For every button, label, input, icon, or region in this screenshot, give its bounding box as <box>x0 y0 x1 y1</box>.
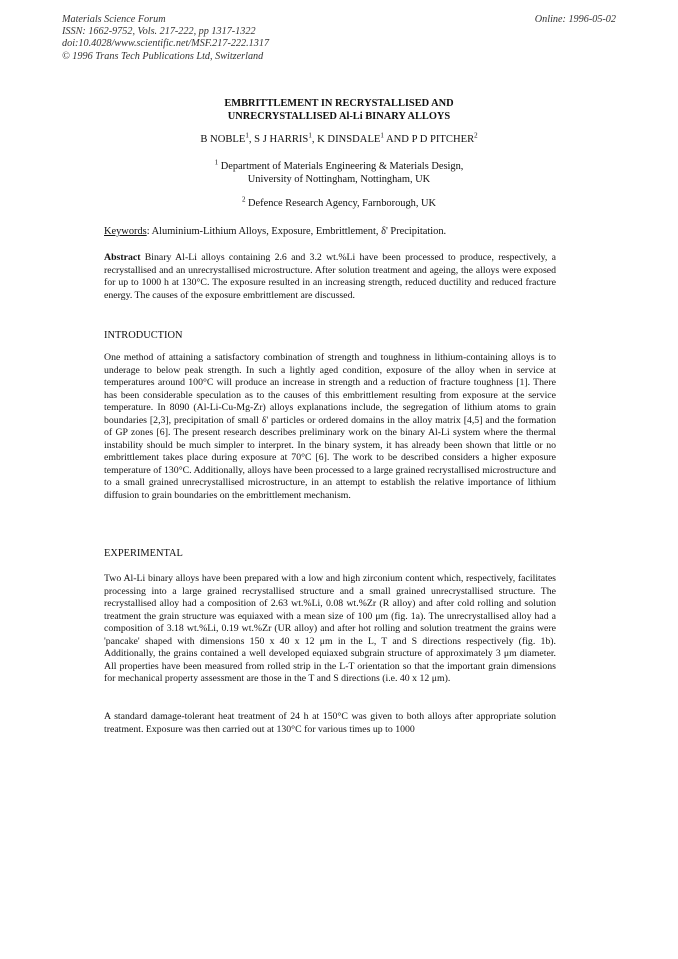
author-3-affil-mark: 1 <box>380 131 384 140</box>
keywords-label: Keywords <box>104 226 147 237</box>
abstract-text: Binary Al-Li alloys containing 2.6 and 3.2 wt.%Li have been processed to produce, respectively, a recrystallised and an unrecrystallised microstructure. After solution treatment and ageing, the alloys were exposed for up to 1000 h at 130°C. The exposure resulted in an increasing strength, reduced ductility and reduced fracture energy. The causes of the exposure embrittlement are discussed. <box>104 252 556 301</box>
doi-link[interactable]: doi:10.4028/www.scientific.net/MSF.217-222.1317 <box>62 38 270 50</box>
affiliation-2-line-1: Defence Research Agency, Farnborough, UK <box>245 198 437 209</box>
affiliation-2-mark: 2 <box>241 195 246 204</box>
introduction-paragraph: One method of attaining a satisfactory combination of strength and toughness in lithium-containing alloys is to underage to below peak strength. In such a lightly aged condition, exposure of the alloy when in service at temperatures around 100°C will produce an increase in strength and a reduction of fracture toughness [1]. There has been considerable speculation as to the causes of this embrittlement resulting from exposure at the service temperature. In 8090 (Al-Li-Cu-Mg-Zr) alloys explanations include, the segregation of lithium atoms to grain boundaries [2,3], precipitation of small δ' particles or ordered domains in the alloy matrix [4,5] and the formation of GP zones [6]. The present research describes preliminary work on the binary Al-Li system where the thermal instability should be much simpler to interpret. In the binary system, it has already been shown that little or no embrittlement takes place during exposure at 70°C [6]. The work to be described considers a higher exposure temperature of 130°C. Additionally, alloys have been processed to a large grained recrystallised microstructure and to a small grained unrecrystallised microstructure, in an attempt to establish the relative importance of lithium diffusion to grain boundaries on the embrittlement mechanism. <box>104 352 556 502</box>
affiliation-2 <box>0 197 678 210</box>
experimental-heading: EXPERIMENTAL <box>104 548 183 559</box>
author-4: P D PITCHER <box>411 134 475 145</box>
keywords-text: : Aluminium-Lithium Alloys, Exposure, Embrittlement, δ' Precipitation. <box>146 226 447 237</box>
affiliation-1-line-1: Department of Materials Engineering & Materials Design, <box>218 161 464 172</box>
online-date: Online: 1996-05-02 <box>534 14 616 25</box>
author-2-affil-mark: 1 <box>308 131 312 140</box>
experimental-paragraph: Two Al-Li binary alloys have been prepared with a low and high zirconium content which, respectively, facilitates processing into a large grained recrystallised structure and a small grained unrecrystallised structure. The recrystallised alloy had a composition of 2.63 wt.%Li, 0.08 wt.%Zr (R alloy) and after cold rolling and solution treatment the grain structure was equiaxed with a mean size of 100 μm (fig. 1a). The unrecrystallised alloy had a composition of 3.18 wt.%Li, 0.19 wt.%Zr (UR alloy) and after hot rolling and solution treatment the grains were 'pancake' shaped with dimensions 150 x 40 x 12 μm in the L, T and S directions respectively (fig. 1b). Additionally, the grains contained a well developed equiaxed subgrain structure of approximately 3 μm diameter. All properties have been measured from rolled strip in the L-T orientation so that the important grain dimensions for mechanical property assessment are those in the T and S directions (i.e. 40 x 12 μm). <box>104 573 556 685</box>
affiliation-1 <box>0 160 678 186</box>
affiliation-1-line-2: University of Nottingham, Nottingham, UK <box>247 174 431 185</box>
journal-name: Materials Science Forum <box>62 14 166 25</box>
copyright-line: © 1996 Trans Tech Publications Ltd, Switzerland <box>62 50 264 62</box>
paper-title <box>0 98 678 124</box>
author-separator: , <box>311 134 318 145</box>
author-list <box>0 131 678 145</box>
issn-line: ISSN: 1662-9752, Vols. 217-222, pp 1317-1322 <box>62 26 256 38</box>
affiliation-1-mark: 1 <box>214 158 219 167</box>
heat-treatment-paragraph: A standard damage-tolerant heat treatment of 24 h at 150°C was given to both alloys after appropriate solution treatment. Exposure was then carried out at 130°C for various times up to 1000 <box>104 711 556 735</box>
author-1: B NOBLE <box>200 134 246 145</box>
abstract <box>104 252 556 302</box>
keywords <box>104 226 446 237</box>
author-2: S J HARRIS <box>254 134 309 145</box>
author-separator: AND <box>383 134 412 145</box>
abstract-label: Abstract <box>104 252 141 263</box>
author-4-affil-mark: 2 <box>474 131 478 140</box>
title-line-2: UNRECRYSTALLISED Al-Li BINARY ALLOYS <box>227 110 451 122</box>
title-line-1: EMBRITTLEMENT IN RECRYSTALLISED AND <box>224 98 454 109</box>
journal-header <box>62 14 269 63</box>
author-3: K DINSDALE <box>317 134 381 145</box>
author-separator: , <box>248 134 255 145</box>
introduction-heading: INTRODUCTION <box>104 330 183 341</box>
author-1-affil-mark: 1 <box>245 131 249 140</box>
